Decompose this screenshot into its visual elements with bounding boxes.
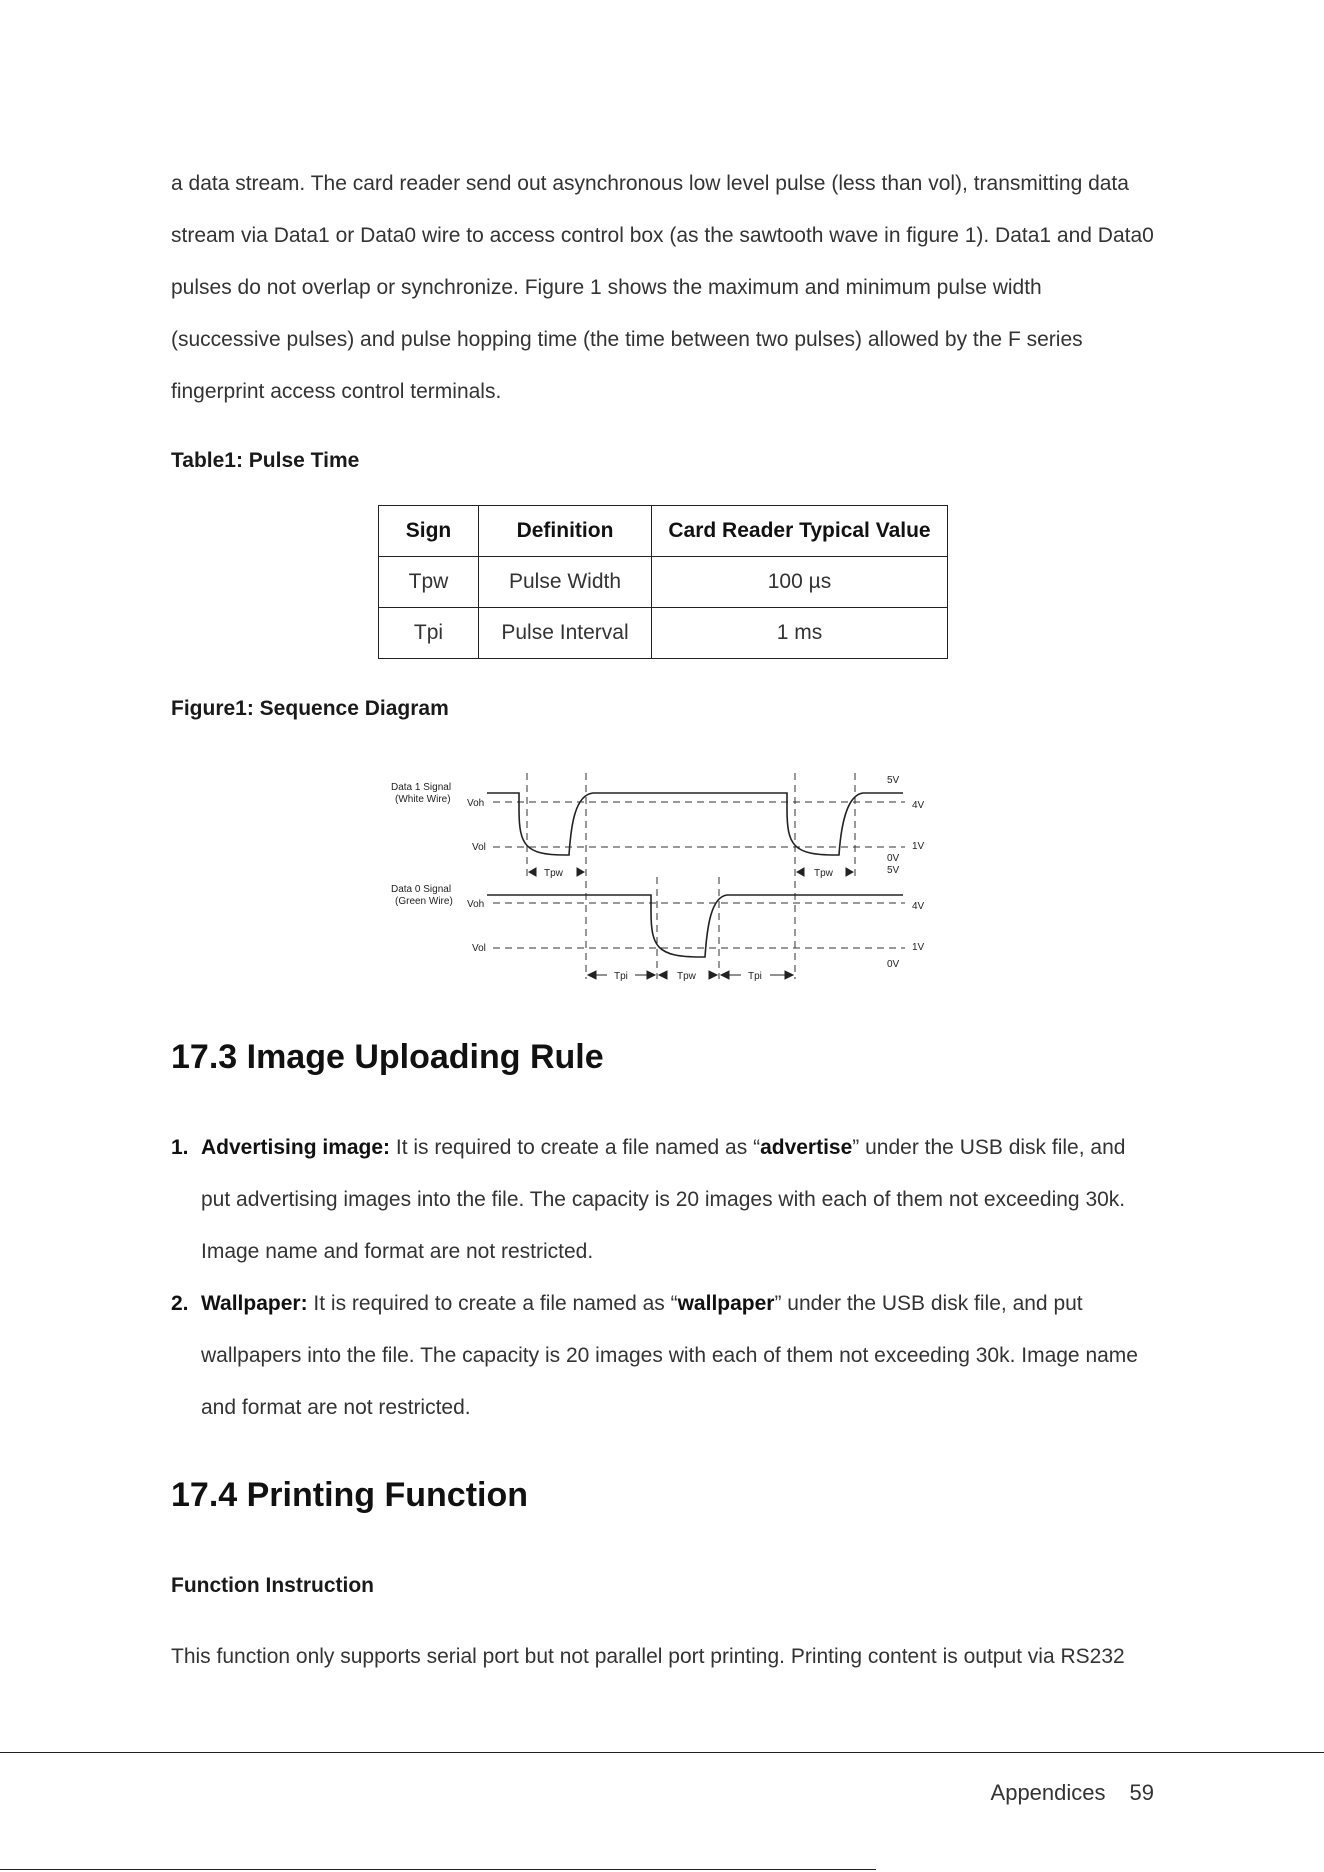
table-caption: Table1: Pulse Time <box>171 449 360 472</box>
voltage-0v-label: 0V <box>887 853 900 864</box>
printing-paragraph <box>171 1631 1171 1683</box>
arrowhead <box>709 971 717 979</box>
paragraph-line: This function only supports serial port but not parallel port printing. Printing content is output via RS232 <box>171 1645 1125 1668</box>
list-line: and format are not restricted. <box>201 1396 471 1419</box>
vol-label: Vol <box>472 943 486 954</box>
table-cell: 1 ms <box>652 608 948 659</box>
voltage-4v-label: 4V <box>912 800 925 811</box>
data0-wire-label: (Green Wire) <box>395 896 453 907</box>
image-rules-list <box>171 1122 1181 1434</box>
arrowhead <box>588 971 596 979</box>
voh-label: Voh <box>467 798 485 809</box>
table-row <box>379 608 948 659</box>
voltage-4v-label: 4V <box>912 901 925 912</box>
tpw-label: Tpw <box>544 868 563 879</box>
intro-line: a data stream. The card reader send out asynchronous low level pulse (less than vol), transmitting data <box>171 172 1129 195</box>
voltage-5v-label: 5V <box>887 865 900 876</box>
list-line <box>201 1122 1181 1174</box>
tpw-arrow-group <box>529 868 853 876</box>
arrowhead <box>785 971 793 979</box>
bottom-divider <box>0 1869 876 1870</box>
item-lead: Wallpaper: <box>201 1292 308 1315</box>
arrowhead <box>797 868 804 876</box>
footer-section: Appendices <box>990 1780 1106 1805</box>
tpi-label: Tpi <box>614 971 628 982</box>
voltage-1v-label: 1V <box>912 841 925 852</box>
item-text: It is required to create a file named as “ <box>307 1292 678 1315</box>
list-line: wallpapers into the file. The capacity is 20 images with each of them not exceeding 30k. Image name <box>201 1344 1138 1367</box>
pulse-time-table <box>378 505 948 659</box>
list-line: Image name and format are not restricted. <box>201 1240 594 1263</box>
section-heading: 17.3 Image Uploading Rule <box>171 1038 604 1076</box>
table-cell: Pulse Interval <box>479 608 652 659</box>
table-cell: Tpi <box>379 608 479 659</box>
item-keyword: advertise <box>760 1136 853 1159</box>
item-text: ” under the USB disk file, and put <box>774 1292 1083 1315</box>
list-number: 1. <box>171 1136 189 1159</box>
data0-waveform <box>487 895 903 957</box>
item-keyword: wallpaper <box>677 1292 775 1315</box>
table-cell: 100 µs <box>652 557 948 608</box>
intro-paragraph <box>171 158 1171 418</box>
arrowhead <box>846 868 853 876</box>
arrowhead <box>659 971 667 979</box>
data1-label: Data 1 Signal <box>391 782 452 793</box>
voh-label: Voh <box>467 899 485 910</box>
voltage-1v-label: 1V <box>912 942 925 953</box>
intro-line: pulses do not overlap or synchronize. Figure 1 shows the maximum and minimum pulse width <box>171 276 1042 299</box>
page-footer <box>991 1780 1154 1806</box>
data1-wire-label: (White Wire) <box>395 794 451 805</box>
table-header-cell: Definition <box>479 506 652 557</box>
table-cell: Tpw <box>379 557 479 608</box>
page-number: 59 <box>1129 1780 1154 1805</box>
sequence-diagram <box>385 765 945 987</box>
arrowhead <box>577 868 584 876</box>
intro-line: fingerprint access control terminals. <box>171 380 502 403</box>
data0-label: Data 0 Signal <box>391 884 452 895</box>
list-line <box>201 1278 1181 1330</box>
data1-waveform <box>487 793 903 855</box>
tpi-label: Tpi <box>748 971 762 982</box>
table-header-row <box>379 506 948 557</box>
table-cell: Pulse Width <box>479 557 652 608</box>
subheading: Function Instruction <box>171 1574 374 1597</box>
arrowhead <box>647 971 655 979</box>
arrowhead <box>721 971 729 979</box>
item-text: It is required to create a file named as “ <box>390 1136 761 1159</box>
item-lead: Advertising image: <box>201 1136 391 1159</box>
section-heading: 17.4 Printing Function <box>171 1476 529 1514</box>
item-text: ” under the USB disk file, and <box>852 1136 1126 1159</box>
tpw-label: Tpw <box>814 868 833 879</box>
vol-label: Vol <box>472 842 486 853</box>
voltage-5v-label: 5V <box>887 775 900 786</box>
arrowhead <box>529 868 536 876</box>
list-item <box>171 1122 1181 1278</box>
list-number: 2. <box>171 1292 189 1315</box>
table-header-cell: Sign <box>379 506 479 557</box>
list-line: put advertising images into the file. The capacity is 20 images with each of them not exceeding 30k. <box>201 1188 1126 1211</box>
intro-line: stream via Data1 or Data0 wire to access control box (as the sawtooth wave in figure 1). Data1 and Data0 <box>171 224 1154 247</box>
footer-divider <box>0 1752 1324 1753</box>
table-row <box>379 557 948 608</box>
table-header-cell: Card Reader Typical Value <box>652 506 948 557</box>
figure-caption: Figure1: Sequence Diagram <box>171 697 449 720</box>
list-item <box>171 1278 1181 1434</box>
intro-line: (successive pulses) and pulse hopping time (the time between two pulses) allowed by the F series <box>171 328 1083 351</box>
voltage-0v-label: 0V <box>887 959 900 970</box>
tpw-label: Tpw <box>677 971 696 982</box>
